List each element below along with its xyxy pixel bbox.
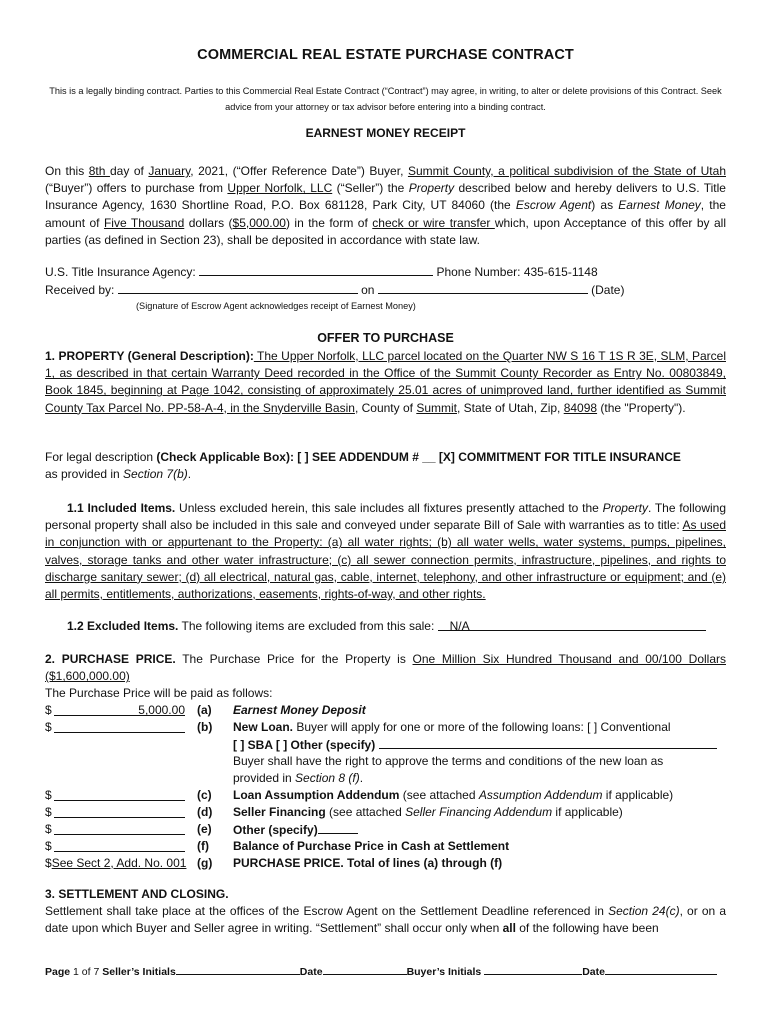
property-county: Summit [416, 400, 457, 415]
agency-signature-field[interactable] [199, 263, 433, 276]
page-number: 1 [73, 966, 79, 978]
seller-initials-field[interactable] [176, 963, 300, 975]
excluded-items-line: 1.2 Excluded Items. The following items are excluded from this sale: N/A [67, 618, 748, 635]
payment-form: check or wire transfer [372, 215, 495, 230]
buyer-date-field[interactable] [605, 963, 717, 975]
buyer-initials-field[interactable] [484, 963, 582, 975]
intro-notice: This is a legally binding contract. Parties to this Commercial Real Estate Contract (“Contract”) may agree, in writing, to alter or delete provisions of this Contract. Seek advice from your attorney or tax advisor before entering into a binding contract. [49, 86, 722, 112]
signature-note: (Signature of Escrow Agent acknowledges receipt of Earnest Money) [136, 301, 416, 311]
earnest-money-paragraph: On this 8th day of January, 2021, (“Offer Reference Date”) Buyer, Summit County, a political subdivision of the State of Utah (“Buyer”) offers to purchase from Upper Norfolk, LLC (“Seller”) the Property described below and hereby delivers to U.S. Title Insurance Agency, 1630 Shortline Road, P.O. Box 681128, Park City, UT 84060 (the Escrow Agent) as Earnest Money, the amount of Five Thousand dollars ($5,000.00) in the form of check or wire transfer which, upon Acceptance of this offer by all parties (as defined in Section 23), shall be deposited in accordance with state law. [45, 164, 726, 247]
earnest-amount: $5,000.00 [232, 215, 286, 230]
received-by-field[interactable] [118, 281, 358, 294]
included-items-paragraph: 1.1 Included Items. Unless excluded herein, this sale includes all fixtures presently attached to the Property. The following personal property shall also be included in this sale and conveyed under separate Bill of Sale with warranties as to title: As used in conjunction with or appurtenant to the Property: (a) all water rights; (b) all water wells, water systems, pumps, pipelines, valves, storage tanks and other water infrastructure; (c) all sewer connection permits, infrastructure, pipelines, and rights to discharge sanitary sewer; (d) all electrical, natural gas, cable, internet, telephony, and other infrastructure or equipment; and (e) all permits, entitlements, authorizations, easements, rights-of-way, and other rights. [45, 501, 726, 602]
buyer-name: Summit County, a political subdivision of the State of Utah [407, 164, 726, 178]
price-field-b[interactable] [54, 719, 185, 733]
purchase-price-paragraph: 2. PURCHASE PRICE. The Purchase Price for the Property is One Million Six Hundred Thousand and 00/100 Dollars ($1,600,000.00) The Purchase Price will be paid as follows: [45, 652, 726, 701]
offer-month: January [148, 164, 191, 178]
offer-day: 8th [88, 164, 110, 178]
other-specify-field[interactable] [318, 821, 358, 834]
seller-date-field[interactable] [323, 963, 407, 975]
property-zip: 84098 [563, 400, 598, 415]
earnest-money-heading: EARNEST MONEY RECEIPT [305, 126, 466, 140]
page-footer: Page 1 of 7 Seller’s Initials Date Buyer’s Initials Date [45, 963, 726, 978]
settlement-paragraph: 3. SETTLEMENT AND CLOSING. Settlement shall take place at the offices of the Escrow Agent on the Settlement Deadline referenced in Section 24(c), or on a date upon which Buyer and Seller agree in writing. “Settlement” shall occur only when all of the following have been [45, 887, 726, 936]
legal-checkbox-options[interactable]: (Check Applicable Box): [ ] SEE ADDENDUM # __ [X] COMMITMENT FOR TITLE INSURANCE [156, 450, 681, 464]
page-total: 7 [93, 966, 100, 978]
property-paragraph: 1. PROPERTY (General Description): The Upper Norfolk, LLC parcel located on the Quarter NW S 16 T 1S R 3E, SLM, Parcel 1, as described in that certain Warranty Deed recorded in the Office of the Summit County Recorder as Entry No. 00803849, Book 1845, beginning at Page 1042, consisting of approximately 25.01 acres of unimproved land, further identified as Summit County Tax Parcel No. PP-58-A-4, in the Snyderville Basin, County of Summit, State of Utah, Zip, 84098 (the "Property"). [45, 349, 726, 415]
property-description: The Upper Norfolk, LLC parcel located on the Quarter NW S 16 T 1S R 3E, SLM, Parcel 1, as described in that certain Warranty Deed recorded in the Office of the Summit County Recorder as Entry No. 00803849, Book 1845, beginning at Page 1042, consisting of approximately 25.01 acres of unimproved land, further identified as Summit County Tax Parcel No. PP-58-A-4, in the Snyderville Basin [45, 349, 726, 415]
legal-description: For legal description (Check Applicable Box): [ ] SEE ADDENDUM # __ [X] COMMITMENT FOR TITLE INSURANCE as provided in Section 7(b). [45, 450, 681, 482]
purchase-price-amount: One Million Six Hundred Thousand and 00/100 Dollars ($1,600,000.00) [45, 652, 726, 684]
agency-line: U.S. Title Insurance Agency: Phone Number: 435-615-1148 [45, 265, 598, 279]
price-field-d[interactable] [54, 804, 185, 818]
price-field-f[interactable] [54, 838, 185, 852]
offer-heading: OFFER TO PURCHASE [317, 331, 454, 345]
received-date-field[interactable] [378, 281, 588, 294]
price-field-c[interactable] [54, 787, 185, 801]
excluded-items-field[interactable]: N/A [438, 618, 706, 631]
page-title: COMMERCIAL REAL ESTATE PURCHASE CONTRACT [197, 47, 574, 63]
seller-name: Upper Norfolk, LLC [227, 181, 333, 196]
amount-words: Five Thousand [103, 215, 185, 230]
other-loan-field[interactable] [379, 736, 717, 749]
included-items-list: As used in conjunction with or appurtenant to the Property: (a) all water rights; (b) all water wells, water systems, pumps, pipelines, valves, storage tanks and other water infrastructure; (c) all sewer connection permits, infrastructure, pipelines, and rights to discharge sanitary sewer; (d) all electrical, natural gas, cable, internet, telephony, and other infrastructure or equipment; and (e) all permits, entitlements, authorizations, easements, rights-of-way, and other rights. [45, 518, 726, 602]
price-row-g: $See Sect 2, Add. No. 001 (g) PURCHASE PRICE. Total of lines (a) through (f) [45, 856, 503, 870]
price-field-g[interactable]: See Sect 2, Add. No. 001 [51, 856, 187, 870]
received-line: Received by: on (Date) [45, 283, 625, 297]
price-field-e[interactable] [54, 821, 185, 835]
price-field-a[interactable]: 5,000.00 [54, 702, 185, 716]
